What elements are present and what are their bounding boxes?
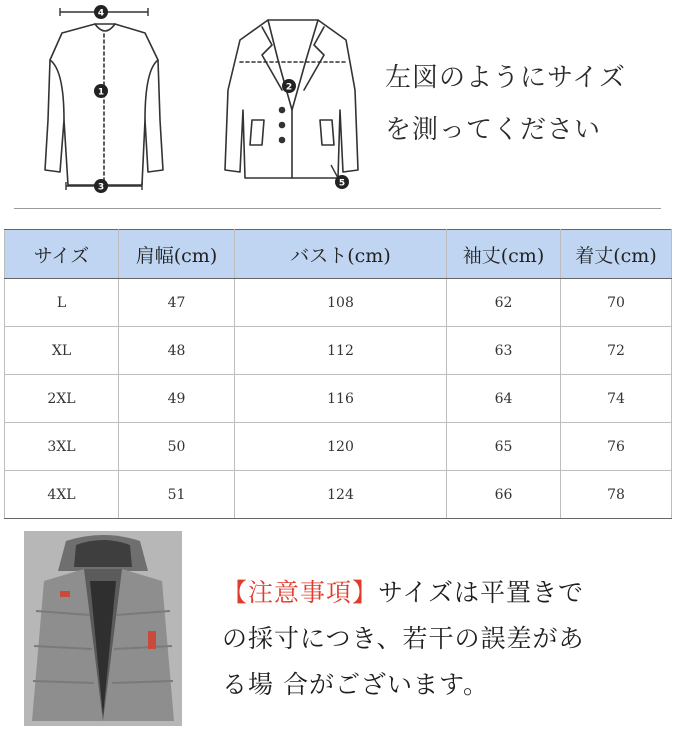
cell-sleeve: 64 [447, 375, 561, 423]
product-photo [24, 531, 182, 726]
header-shoulder: 肩幅(cm) [119, 230, 235, 279]
marker-5 [335, 175, 349, 189]
cell-size: 2XL [5, 375, 119, 423]
cell-bust: 120 [235, 423, 447, 471]
table-header-row [5, 230, 672, 279]
cell-bust: 112 [235, 327, 447, 375]
notice-text-1: サイズは平置きで [378, 578, 585, 607]
cell-length: 76 [561, 423, 672, 471]
cell-sleeve: 66 [447, 471, 561, 519]
cell-bust: 116 [235, 375, 447, 423]
marker-3 [94, 179, 108, 193]
cell-size: 3XL [5, 423, 119, 471]
svg-text:2: 2 [285, 82, 293, 93]
cell-size: 4XL [5, 471, 119, 519]
cell-size: XL [5, 327, 119, 375]
table-row [5, 471, 672, 519]
cell-sleeve: 62 [447, 279, 561, 327]
header-size: サイズ [5, 230, 119, 279]
cell-bust: 124 [235, 471, 447, 519]
svg-text:3: 3 [97, 182, 105, 193]
marker-4 [94, 5, 108, 19]
header-sleeve: 袖丈(cm) [447, 230, 561, 279]
notice-line-3: る場 合がございます。 [222, 670, 489, 699]
cell-length: 78 [561, 471, 672, 519]
measure-instruction-line-2: を測ってください [385, 115, 602, 145]
notice-line-1 [222, 570, 672, 616]
cell-length: 74 [561, 375, 672, 423]
jacket-back-illustration [45, 24, 163, 185]
measure-instruction-line-1: 左図のようにサイズ [385, 63, 626, 93]
cell-sleeve: 65 [447, 423, 561, 471]
cell-shoulder: 49 [119, 375, 235, 423]
cell-sleeve: 63 [447, 327, 561, 375]
cell-shoulder: 48 [119, 327, 235, 375]
table-row [5, 279, 672, 327]
cell-length: 70 [561, 279, 672, 327]
notice-label: 【注意事項】 [222, 578, 379, 607]
cell-shoulder: 47 [119, 279, 235, 327]
header-length: 着丈(cm) [561, 230, 672, 279]
cell-shoulder: 51 [119, 471, 235, 519]
jacket-photo-illustration [24, 531, 182, 726]
cell-size: L [5, 279, 119, 327]
jacket-front-illustration [225, 20, 358, 178]
marker-2 [282, 79, 296, 93]
svg-text:4: 4 [97, 8, 105, 19]
section-divider [14, 208, 661, 209]
cell-bust: 108 [235, 279, 447, 327]
svg-text:1: 1 [97, 87, 105, 98]
size-chart-table [4, 229, 672, 519]
notice-line-2: の採寸につき、若干の誤差があ [222, 624, 585, 653]
size-notice [222, 570, 672, 708]
cell-shoulder: 50 [119, 423, 235, 471]
marker-1 [94, 84, 108, 98]
table-row [5, 327, 672, 375]
table-row [5, 375, 672, 423]
measure-instruction [385, 52, 675, 156]
header-bust: バスト(cm) [235, 230, 447, 279]
svg-text:5: 5 [338, 178, 346, 189]
table-row [5, 423, 672, 471]
cell-length: 72 [561, 327, 672, 375]
